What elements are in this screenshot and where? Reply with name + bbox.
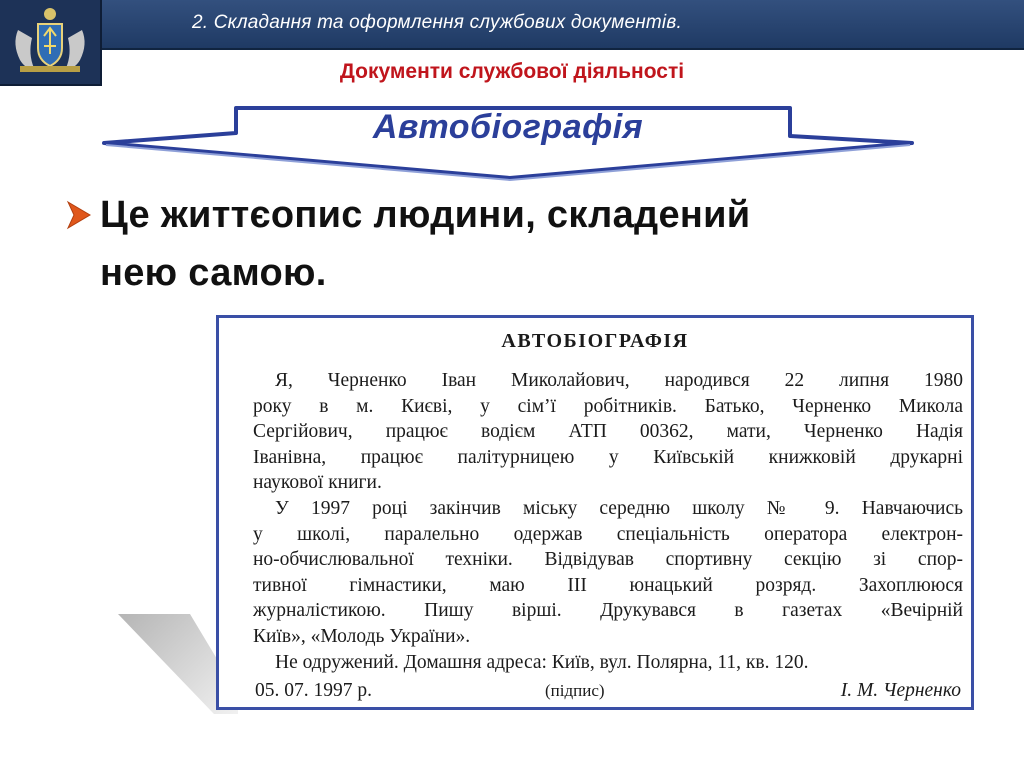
autobiography-document-image xyxy=(216,315,974,710)
document-line: Іванівна, працює палітурницею у Київській книжковій друкарні xyxy=(253,446,963,468)
document-line: У 1997 році закінчив міську середню школу № 9. Навчаючись xyxy=(275,497,963,519)
document-line: Я, Черненко Іван Миколайович, народився 22 липня 1980 xyxy=(275,370,963,391)
bullet-line: нею самою. xyxy=(100,252,327,294)
title-banner-shape xyxy=(0,0,1024,200)
banner-title: Автобіографія xyxy=(372,108,644,146)
document-line: тивної гімнастики, маю ІІІ юнацький розряд. Захоплююся xyxy=(253,574,963,596)
document-line: наукової книги. xyxy=(253,472,382,494)
slide-header-title: 2. Складання та оформлення службових документів. xyxy=(192,12,682,33)
document-line: журналістикою. Пишу вірші. Друкувався в газетах «Вечірній xyxy=(253,600,963,622)
document-line: Сергійович, працює водієм АТП 00362, мати, Черненко Надія xyxy=(253,421,963,443)
document-line: у школі, паралельно одержав спеціальність оператора електрон- xyxy=(253,523,963,545)
section-title: Документи службової діяльності xyxy=(339,60,685,83)
document-line: Київ», «Молодь України». xyxy=(253,625,471,647)
document-line: но-обчислювальної техніки. Відвідував спортивну секцію зі спор- xyxy=(253,549,963,571)
arrow-bullet-icon xyxy=(66,200,92,230)
document-line: року в м. Києві, у сім’ї робітників. Батько, Черненко Микола xyxy=(253,395,963,417)
document-author-name: І. М. Черненко xyxy=(840,680,961,701)
document-title: АВТОБІОГРАФІЯ xyxy=(501,330,689,352)
bullet-text xyxy=(100,186,940,302)
document-date: 05. 07. 1997 р. xyxy=(255,680,372,701)
document-signature-placeholder: (підпис) xyxy=(545,681,605,700)
bullet-line: Це життєопис людини, складений xyxy=(100,194,751,236)
document-line: Не одружений. Домашня адреса: Київ, вул. Полярна, 11, кв. 120. xyxy=(275,651,809,673)
document-body xyxy=(253,368,963,675)
